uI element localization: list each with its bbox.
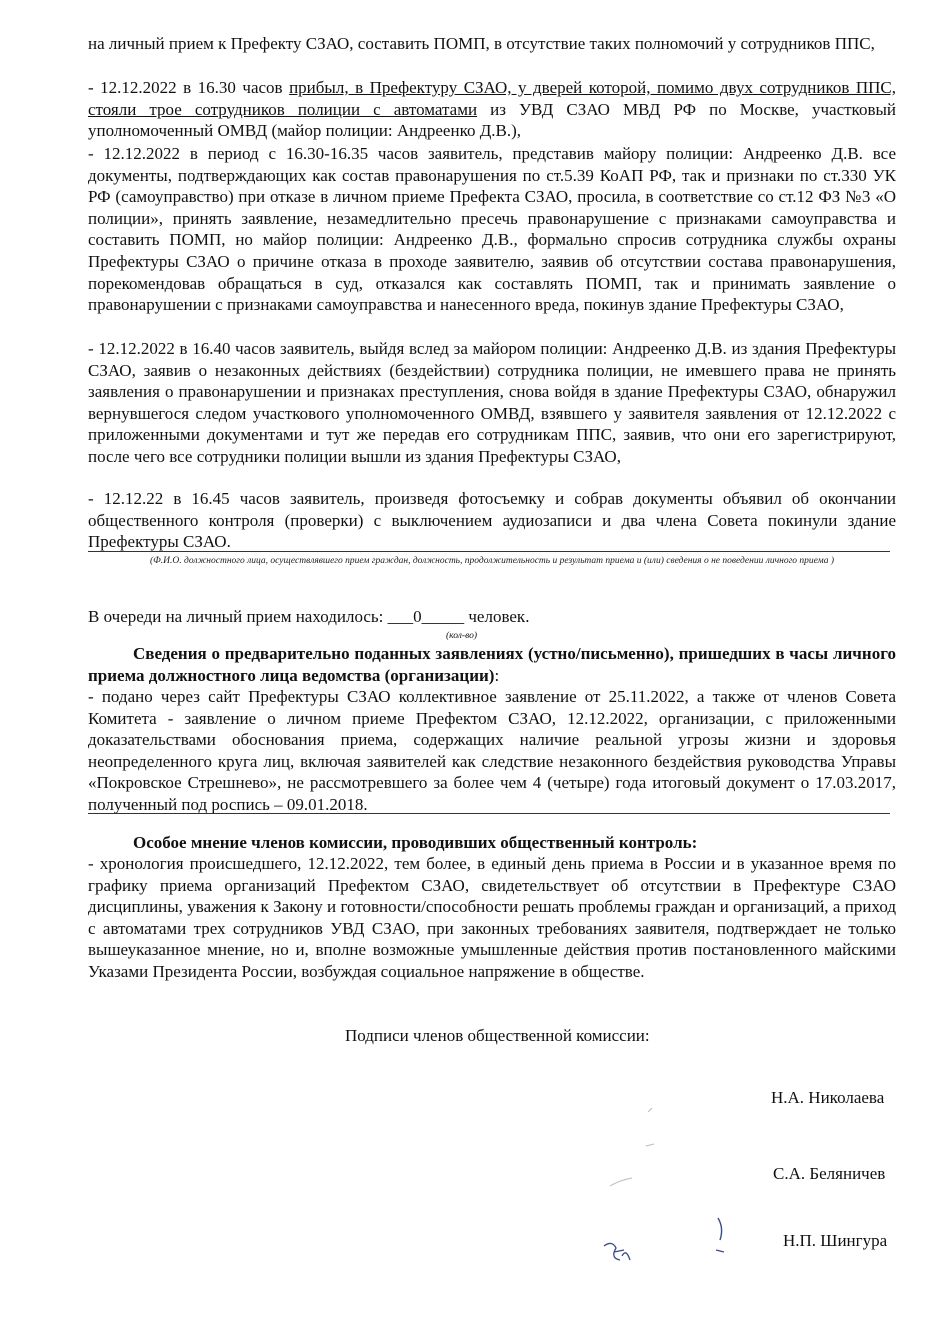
signature-name-2: С.А. Беляничев bbox=[773, 1164, 886, 1183]
arrival-tail: из УВД СЗАО МВД РФ по Москве, участковый уполномоченный ОМВД (майор полиции: Андреенко Д.В.), bbox=[88, 99, 896, 141]
handwritten-signatures bbox=[600, 1100, 740, 1280]
signature-name-3: Н.П. Шингура bbox=[783, 1231, 888, 1250]
arrival-underlined: прибыл, в Префектуру СЗАО, у дверей которой, помимо двух сотрудников ППС, стояли трое сотрудников полиции с автоматами bbox=[88, 78, 896, 119]
queue-line: В очереди на личный прием находилось: ___0_____ человек. bbox=[88, 607, 530, 626]
prior-heading-colon: : bbox=[494, 665, 500, 685]
caption-note: (Ф.И.О. должностного лица, осуществлявшего прием граждан, должность, продолжительность и результат приема и (или) сведения о не поведении личного приема ) bbox=[149, 556, 835, 566]
paragraph-arrival bbox=[88, 77, 896, 142]
prior-heading bbox=[88, 643, 896, 686]
prior-rule bbox=[88, 813, 890, 814]
queue-sub: (кол-во) bbox=[446, 631, 477, 641]
signatures-title: Подписи членов общественной комиссии: bbox=[345, 1026, 650, 1045]
paragraph-documents: - 12.12.2022 в период с 16.30-16.35 часов заявитель, представив майору полиции: Андреенко Д.В. все документы, подтверждающих как состав правонарушения по ст.5.39 КоАП РФ, так и признаки по ст.330 УК РФ (самоуправство) при отказе в личном приеме Префекта СЗАО, просила, в соответствие со ст.12 ФЗ №3 «О полиции», принять заявление, незамедлительно пресечь правонарушение с признаками самоуправства и составить ПОМП, но майор полиции: Андреенко Д.В., формально спросив сотрудника службы охраны Префектуры СЗАО о причине отказа в проходе заявителю, заявив об отсутствии состава правонарушения, порекомендовав обращаться в суд, отказался как составлять ПОМП, так и принимать заявление о правонарушении с признаками самоуправства и нанесенного вреда, покинув здание Префектуры СЗАО, bbox=[88, 144, 896, 315]
signature-name-1: Н.А. Николаева bbox=[771, 1088, 885, 1107]
arrival-lead: - 12.12.2022 в 16.30 часов bbox=[88, 78, 290, 97]
opinion-heading: Особое мнение членов комиссии, проводивших общественный контроль: bbox=[133, 833, 698, 852]
prior-body: - подано через сайт Префектуры СЗАО коллективное заявление от 25.11.2022, а также от членов Совета Комитета - заявление о личном приеме Префектом СЗАО, 12.12.2022, организации, с приложенными доказательствами обоснования приема, содержащих наличие реальной угрозы жизни и здоровья неопределенного круга лиц, включая заявителей как следствие незаконного бездействия руководства Управы «Покровское Стрешнево», не рассмотревшего за более чем 4 (четыре) года итоговый документ о 17.03.2017, полученный под роспись – 09.01.2018. bbox=[88, 687, 896, 814]
opinion-body: - хронология происшедшего, 12.12.2022, тем более, в единый день приема в России и в указанное время по графику приема организаций Префектом СЗАО, свидетельствует об отсутствии в Префектуре СЗАО дисциплины, уважения к Закону и готовности/способности решать проблемы граждан и организаций, а приход с автоматами трех сотрудников УВД СЗАО, при законных требованиях заявителя, подтверждает не только вышеуказанное мнение, но и, вполне возможные умышленные действия против постановленного майскими Указами Президента России, возбуждая социальное напряжение в обществе. bbox=[88, 854, 896, 981]
paragraph-ending: - 12.12.22 в 16.45 часов заявитель, произведя фотосъемку и собрав документы объявил об окончании общественного контроля (проверки) с выключением аудиозаписи и два члена Совета покинули здание Префектуры СЗАО. bbox=[88, 489, 896, 552]
paragraph-exit: - 12.12.2022 в 16.40 часов заявитель, выйдя вслед за майором полиции: Андреенко Д.В. из здания Префектуры СЗАО, заявив о незаконных действиях (бездействии) сотрудника полиции, не имевшего права не принять заявления о правонарушении и признаках преступления, снова войдя в здание Префектуры СЗАО, обнаружил вернувшегося следом участкового уполномоченного ОМВД, взявшего у заявителя заявления от 12.12.2022 с приложенными документами и тут же передав его сотрудникам ППС, заявив, что они его зарегистрируют, после чего все сотрудники полиции вышли из здания Префектуры СЗАО, bbox=[88, 339, 896, 466]
signature-line bbox=[88, 551, 890, 552]
prior-heading-text: Сведения о предварительно поданных заявлениях (устно/письменно), пришедших в часы личного приема должностного лица ведомства (организации) bbox=[88, 644, 896, 685]
paragraph-intro: на личный прием к Префекту СЗАО, составить ПОМП, в отсутствие таких полномочий у сотрудников ППС, bbox=[88, 34, 875, 53]
